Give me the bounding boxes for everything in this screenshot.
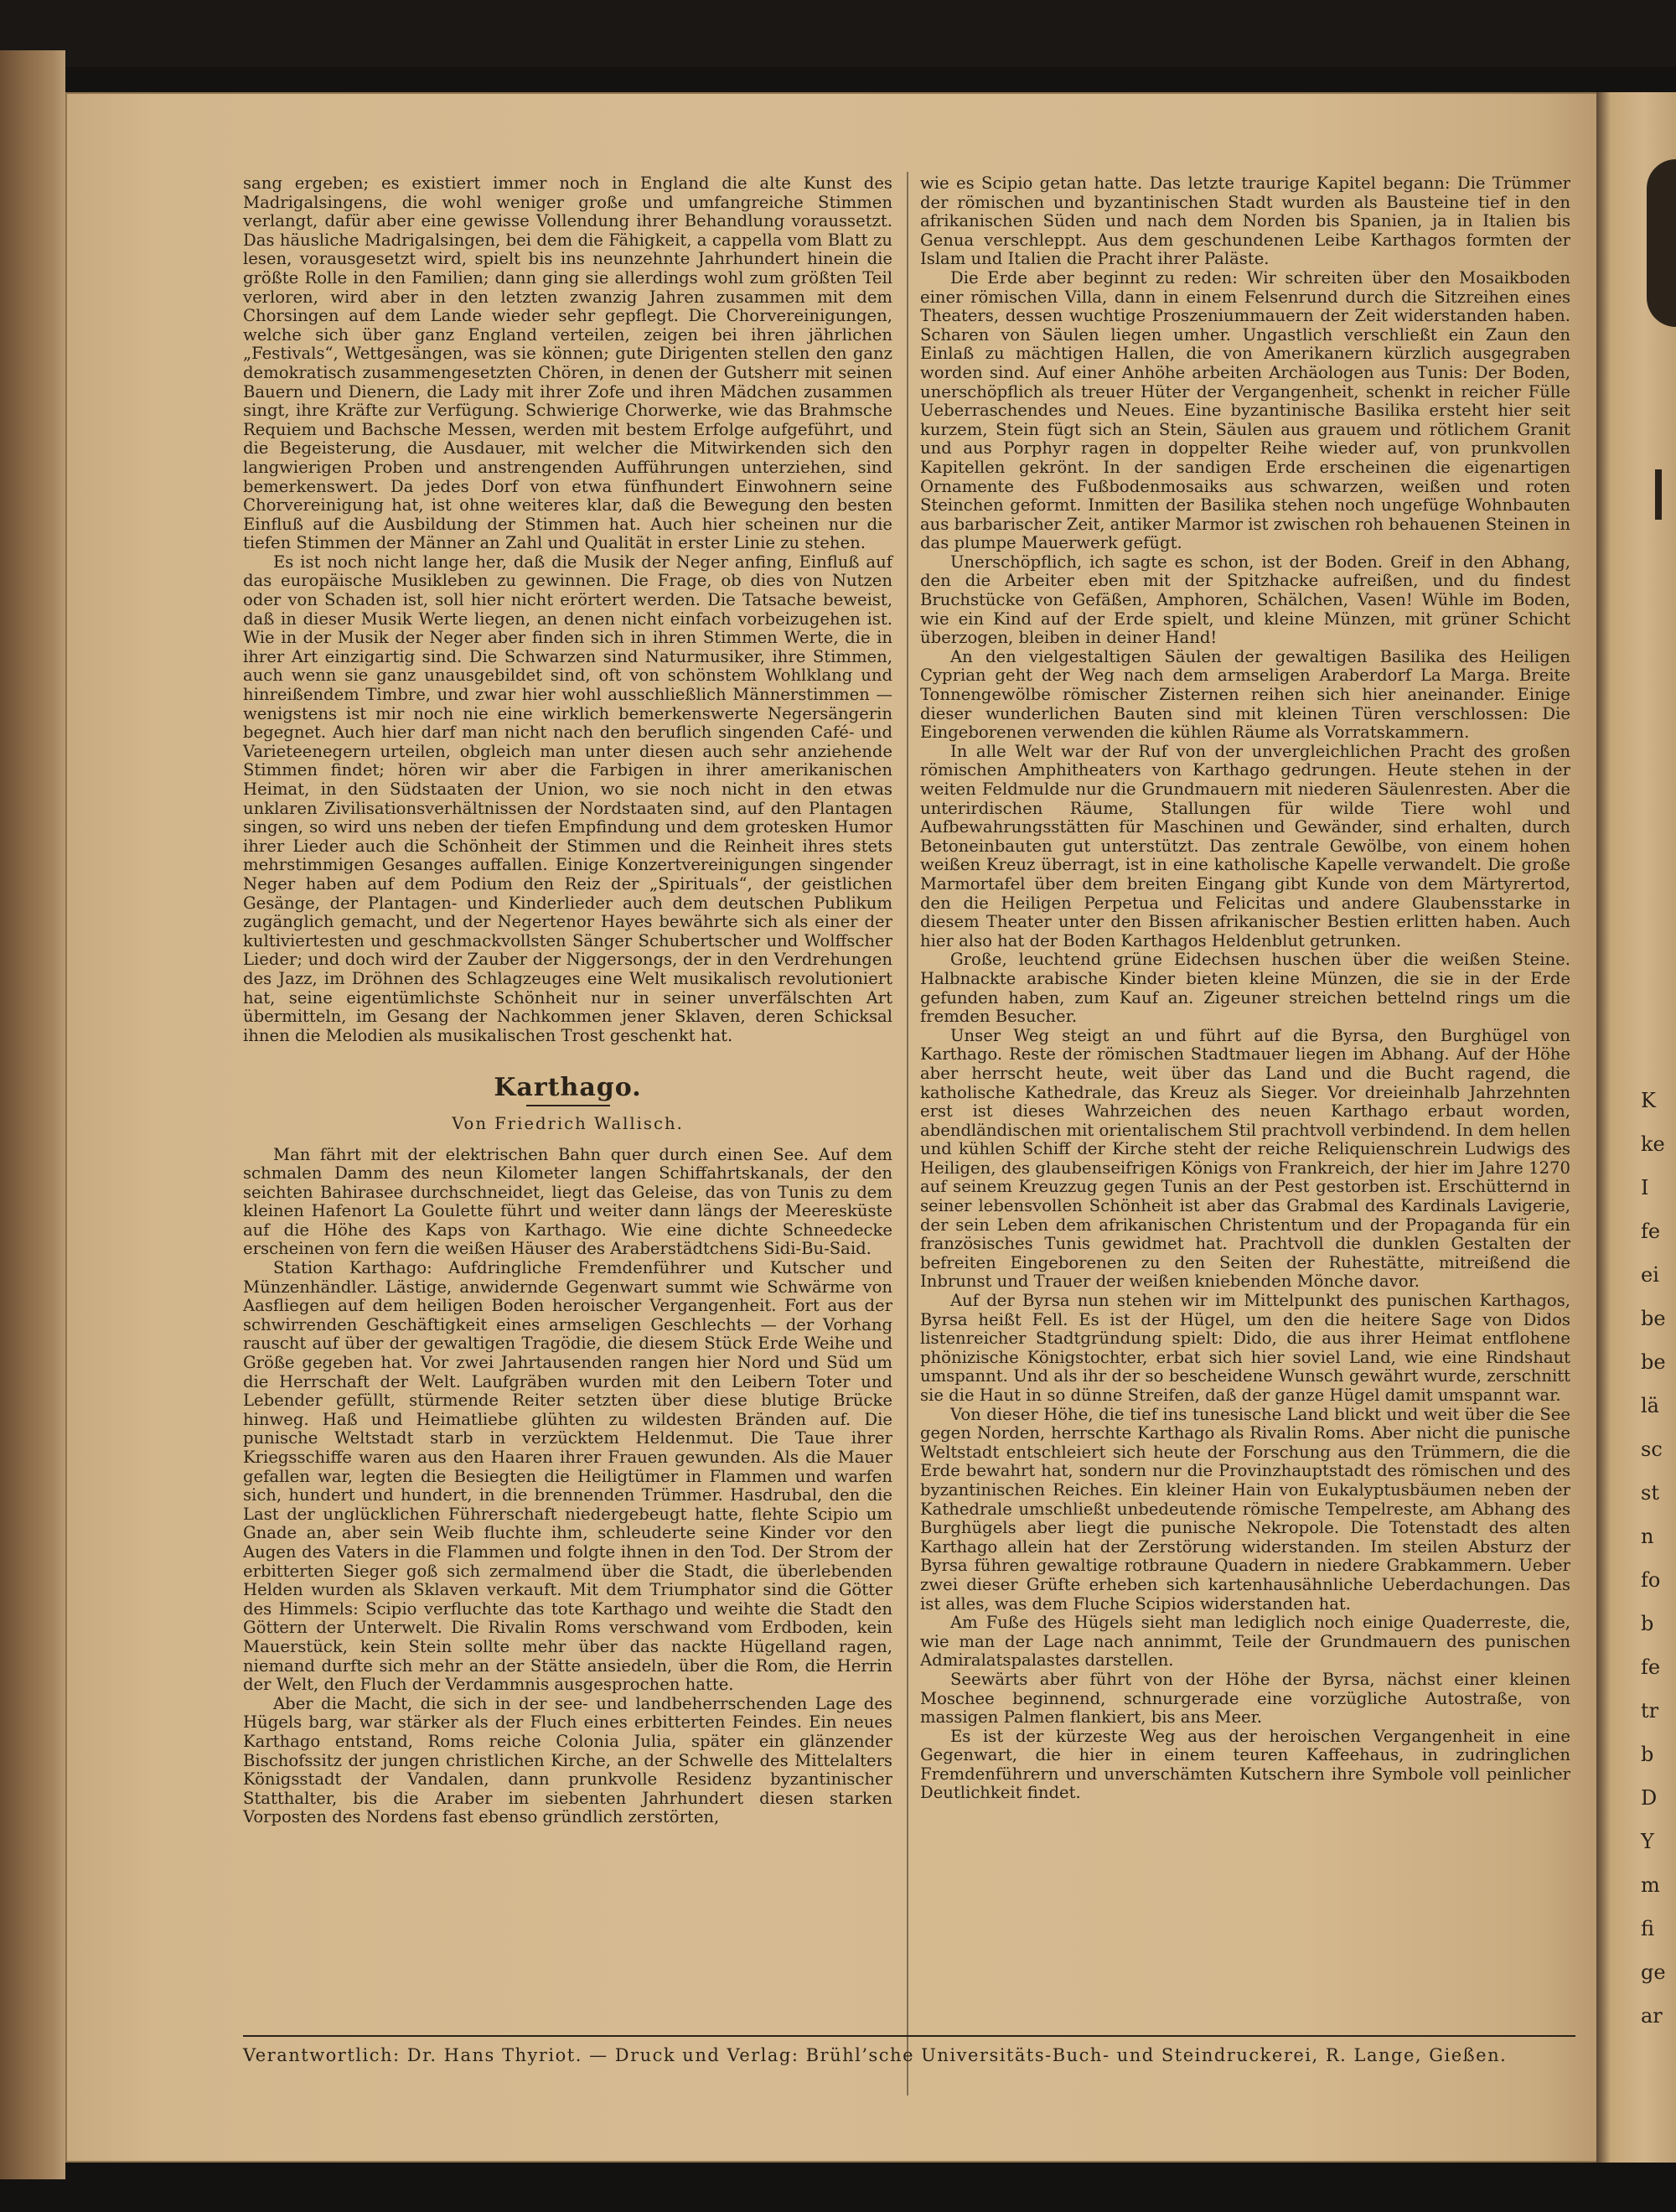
article-paragraph: wie es Scipio getan hatte. Das letzte traurige Kapitel begann: Die Trümmer der römischen und byzantinischen Stadt wurden als Bausteine tief in den afrikanischen Süden und nach dem Norden bis Spanien, ja in Italien bis Genua verschleppt. Aus dem geschundenen Leibe Karthagos formten der Islam und Italien die Pracht ihrer Paläste.	[920, 174, 1570, 269]
article-paragraph: Seewärts aber führt von der Höhe der Byrsa, nächst einer kleinen Moschee beginnend, schnurgerade eine vorzügliche Autostraße, von massigen Palmen flankiert, bis ans Meer.	[920, 1669, 1570, 1728]
adjacent-page-fragment: K	[1641, 1089, 1656, 1112]
adjacent-page-fragment: m	[1641, 1873, 1660, 1897]
adjacent-page-fragment: b	[1641, 1612, 1654, 1635]
column-divider	[907, 172, 908, 2095]
adjacent-page-fragment: fi	[1641, 1917, 1655, 1940]
article-paragraph: An den vielgestaltigen Säulen der gewaltigen Basilika des Heiligen Cyprian geht der Weg nach dem armseligen Araberdorf La Marga. Breite Tonnengewölbe römischer Zisternen reihen sich hier aneinander. Einige dieser wunderlichen Bauten sind mit kleinen Türen verschlossen: Die Eingeborenen verwenden die kühlen Räume als Vorratskammern.	[920, 646, 1570, 743]
adjacent-page-fragment: be	[1641, 1307, 1666, 1330]
adjacent-page-fragment: ge	[1641, 1961, 1666, 1984]
continuation-paragraph-2: Es ist noch nicht lange her, daß die Musik der Neger anfing, Einfluß auf das europäische Musikleben zu gewinnen. Die Frage, ob dies von Nutzen oder von Schaden ist, soll hier nicht erörtert werden. Die Tatsache beweist, daß in dieser Musik Werte liegen, an denen nicht einfach vorbeizugehen ist. Wie in der Musik der Neger aber finden sich in ihren Stimmen Werte, die in ihrer Art einzigartig sind. Die Schwarzen sind Naturmusiker, ihre Stimmen, auch wenn sie ganz unausgebildet sind, oft von schönstem Wohlklang und hinreißendem Timbre, und zwar hier wohl ausschließlich Männerstimmen — wenigstens ist mir noch nie eine wirklich bemerkenswerte Negersängerin begegnet. Auch hier darf man nicht nach den beruflich singenden Café- und Varieteenegern urteilen, obgleich man unter diesen auch sehr anziehende Stimmen findet; hören wir aber die Farbigen in ihrer amerikanischen Heimat, in den Südstaaten der Union, wo sie noch nicht in den etwas unklaren Zivilisationsverhältnissen der Nordstaaten sind, auf den Plantagen singen, so wird uns neben der tiefen Empfindung und dem grotesken Humor ihrer Lieder auch die Schönheit der Stimmen und die Reinheit ihres stets mehrstimmigen Gesanges auffallen. Einige Konzertvereinigungen singender Neger haben auf dem Podium den Reiz der „Spirituals“, der geistlichen Gesänge, der Plantagen- und Kinderlieder auch dem deutschen Publikum zugänglich gemacht, und der Negertenor Hayes bewährte sich als einer der kultiviertesten und geschmackvollsten Sänger Schubertscher und Wolffscher Lieder; und doch wird der Zauber der Niggersongs, der in den Verdrehungen des Jazz, im Dröhnen des Schlagzeuges eine Welt musikalisch revolutioniert hat, seine eigentümlichste Schönheit nur in seiner unverfälschten Art übermitteln, im Gesang der Nachkommen jener Sklaven, deren Schicksal ihnen die Melodien als musikalischen Trost geschenkt hat.	[243, 552, 892, 1045]
adjacent-page-large-letter	[1647, 159, 1676, 327]
article-paragraph: Am Fuße des Hügels sieht man lediglich noch einige Quaderreste, die, wie man der Lage nach annimmt, Teile der Grundmauern des punischen Admiralatspalastes darstellen.	[920, 1613, 1570, 1671]
article-paragraph: Von dieser Höhe, die tief ins tunesische Land blickt und weit über die See gegen Norden, herrschte Karthago als Rivalin Roms. Aber nicht die punische Weltstadt entschleiert sich heute der Forschung aus den Trümmern, die die Erde bewahrt hat, sondern nur die Provinzhauptstadt des römischen und des byzantinischen Reiches. Ein kleiner Hain von Eukalyptusbäumen neben der Kathedrale umschließt unbedeutende römische Tempelreste, am Abhang des Burghügels aber liegt die punische Nekropole. Die Totenstadt des alten Karthago allein hat der Zerstörung widerstanden. Im steilen Absturz der Byrsa führen gewaltige rotbraune Quadern in niedere Grabkammern. Ueber zwei dieser Grüfte erheben sich kartenhausähnliche Ueberdachungen. Das ist alles, was dem Fluche Scipios widerstanden hat.	[920, 1404, 1570, 1614]
adjacent-page-fragment: ar	[1641, 2004, 1663, 2028]
continuation-paragraph-1: sang ergeben; es existiert immer noch in England die alte Kunst des Madrigalsingens, die wohl weniger große und umfangreiche Stimmen verlangt, dafür aber eine gewisse Vollendung ihrer Behandlung voraussetzt. Das häusliche Madrigalsingen, bei dem die Fähigkeit, a cappella vom Blatt zu lesen, vorausgesetzt wird, spielt bis ins neunzehnte Jahrhundert hinein die größte Rolle in den Familien; dann ging sie allerdings wohl zum größten Teil verloren, wird aber in den letzten zwanzig Jahren zusammen mit dem Chorsingen auf dem Lande wieder sehr gepflegt. Die Chorvereinigungen, welche sich über ganz England verteilen, zeigen bei ihren jährlichen „Festivals“, Wettgesängen, was sie können; gute Dirigenten stellen den ganz demokratisch zusammengesetzten Chören, in denen der Gutsherr mit seinen Bauern und Dienern, die Lady mit ihrer Zofe und ihren Mädchen zusammen singt, ihre Kräfte zur Verfügung. Schwierige Chorwerke, wie das Brahmsche Requiem und Bachsche Messen, werden mit bestem Erfolge aufgeführt, und die Begeisterung, die Ausdauer, mit welcher die Mitwirkenden sich den langwierigen Proben und anstrengenden Aufführungen unterziehen, sind bemerkenswert. Da jedes Dorf von etwa fünfhundert Einwohnern seine Chorvereinigung hat, ist ohne weiteres klar, daß die Bewegung den besten Einfluß auf die Ausbildung der Stimmen hat. Auch hier scheinen nur die tiefen Stimmen der Männer an Zahl und Qualität in erster Linie zu stehen.	[243, 174, 892, 553]
adjacent-page-fragment: b	[1641, 1743, 1654, 1766]
article-paragraph: Auf der Byrsa nun stehen wir im Mittelpunkt des punischen Karthagos, Byrsa heißt Fell. Es ist der Hügel, um den die heitere Sage von Didos listenreicher Stadtgründung spielt: Dido, die aus ihrer Heimat entflohene phönizische Königstochter, erbat sich hier soviel Land, wie eine Rindshaut umspannt. Und als ihr der so bescheidene Wunsch gewährt wurde, zerschnitt sie die Haut in so dünne Streifen, daß der ganze Hügel damit umspannt war.	[920, 1291, 1570, 1405]
article-byline: Von Friedrich Wallisch.	[452, 1113, 684, 1133]
article-paragraph: Unerschöpflich, ich sagte es schon, ist der Boden. Greif in den Abhang, den die Arbeiter eben mit der Spitzhacke aufreißen, und du findest Bruchstücke von Gefäßen, Amphoren, Schälchen, Vasen! Wühle im Boden, wie ein Kind auf der Erde spielt, und kleine Münzen, mit grüner Schicht überzogen, bleiben in deiner Hand!	[920, 552, 1570, 648]
adjacent-page-fragment: ei	[1641, 1263, 1659, 1287]
adjacent-page-edge	[1596, 92, 1676, 2163]
article-paragraph: Große, leuchtend grüne Eidechsen huschen über die weißen Steine. Halbnackte arabische Kinder bieten kleine Münzen, die sie in der Erde gefunden haben, zum Kauf an. Zigeuner streichen bettelnd rings um die fremden Besucher.	[920, 950, 1570, 1027]
adjacent-page-fragment: fo	[1641, 1568, 1661, 1592]
adjacent-page-fragment: n	[1641, 1525, 1654, 1548]
scanner-background	[0, 0, 1676, 67]
article-title: Karthago.	[494, 1073, 642, 1103]
adjacent-page-fragment: tr	[1641, 1699, 1659, 1722]
book-binding-edge	[0, 50, 65, 2179]
article-paragraph: Aber die Macht, die sich in der see- und landbeherrschenden Lage des Hügels barg, war stärker als der Fluch eines erbitterten Feindes. Ein neues Karthago entstand, Roms reiche Colonia Julia, später ein glänzender Bischofssitz der jungen christlichen Kirche, an der Schwelle des Mittelalters Königsstadt der Vandalen, dann prunkvolle Residenz byzantinischer Statthalter, bis die Araber im siebenten Jahrhundert diesen starken Vorposten des Nordens fast ebenso gründlich zerstörten,	[243, 1693, 892, 1827]
right-column	[920, 174, 1570, 1803]
imprint-line: Verantwortlich: Dr. Hans Thyriot. — Druck und Verlag: Brühl’sche Universitäts-Buch- und Steindruckerei, R. Lange, Gießen.	[243, 2045, 1508, 2065]
left-column	[243, 174, 892, 1827]
adjacent-page-fragment: D	[1641, 1786, 1658, 1810]
title-rule	[526, 1105, 610, 1106]
adjacent-page-fragment: Y	[1641, 1830, 1654, 1853]
adjacent-page-fragment: st	[1641, 1481, 1659, 1505]
adjacent-page-fragment: I	[1641, 1176, 1649, 1199]
article-paragraph: Man fährt mit der elektrischen Bahn quer durch einen See. Auf dem schmalen Damm des neun Kilometer langen Schiffahrtskanals, der den seichten Bahirasee durchschneidet, liegt das Geleise, das von Tunis zu dem kleinen Hafenort La Goulette führt und weiter dann längs der Meeresküste auf die Höhe des Kaps von Karthago. Wie eine dichte Schneedecke erscheinen von fern die weißen Häuser des Araberstädtchens Sidi-Bu-Said.	[243, 1144, 892, 1259]
article-paragraph: Station Karthago: Aufdringliche Fremdenführer und Kutscher und Münzenhändler. Lästige, anwidernde Gegenwart summt wie Schwärme von Aasfliegen auf dem heiligen Boden heroischer Vergangenheit. Fort aus der schwirrenden Geschäftigkeit eines armseligen Geschlechts — der Vorhang rauscht auf über der gewaltigen Tragödie, die diesem Stück Erde Weihe und Größe gegeben hat. Vor zwei Jahrtausenden rangen hier Nord und Süd um die Herrschaft der Welt. Laufgräben wurden mit den Leibern Toter und Lebender gefüllt, stürmende Reiter setzten über diese blutige Brücke hinweg. Haß und Heimatliebe glühten zu wildesten Bränden auf. Die punische Weltstadt starb in verzücktem Heldenmut. Die Taue ihrer Kriegsschiffe waren aus den Haaren ihrer Frauen gewunden. Als die Mauer gefallen war, legten die Besiegten die Heiligtümer in Flammen und warfen sich, hundert und hundert, in die brennenden Trümmer. Hasdrubal, den die Last der unglücklichen Führerschaft niedergebeugt hatte, flehte Scipio um Gnade an, aber sein Weib fluchte ihm, schleuderte seine Kinder vor den Augen des Vaters in die Flammen und folgte ihnen in den Tod. Der Strom der erbitterten Sieger goß sich zermalmend über die Stadt, die überlebenden Helden wurden als Sklaven verkauft. Mit dem Triumphator sind die Götter des Himmels: Scipio verfluchte das tote Karthago und weihte die Stadt den Göttern der Unterwelt. Die Rivalin Roms verschwand vom Erdboden, kein Mauerstück, kein Stein sollte mehr über das nackte Hügelland ragen, niemand durfte sich mehr an der Stätte ansiedeln, über die Rom, die Herrin der Welt, den Fluch der Verdammnis ausgesprochen hatte.	[243, 1258, 892, 1695]
article-paragraph: Es ist der kürzeste Weg aus der heroischen Vergangenheit in eine Gegenwart, die hier in einem teuren Kaffeehaus, in zudringlichen Fremdenführern und unverschämten Kutschern ihre Symbole voll peinlicher Deutlichkeit findet.	[920, 1726, 1570, 1803]
adjacent-page-fragment: lä	[1641, 1394, 1659, 1417]
article-paragraph: Die Erde aber beginnt zu reden: Wir schreiten über den Mosaikboden einer römischen Villa, dann in einem Felsenrund durch die Sitzreihen eines Theaters, dessen wuchtige Proszeniummauern der Zeit widerstanden haben. Scharen von Säulen liegen umher. Ungastlich verschließt ein Zaun den Einlaß zu mächtigen Hallen, die von Amerikanern kürzlich ausgegraben worden sind. Auf einer Anhöhe arbeiten Archäologen aus Tunis: Der Boden, unerschöpflich als treuer Hüter der Vergangenheit, schenkt in reicher Fülle Ueberraschendes und Neues. Eine byzantinische Basilika ersteht hier seit kurzem, Stein fügt sich an Stein, Säulen aus grauem und rötlichem Granit und aus Porphyr ragen in doppelter Reihe wieder auf, von prunkvollen Kapitellen gekrönt. In der sandigen Erde erscheinen die eigenartigen Ornamente des Fußbodenmosaiks aus schwarzen, weißen und roten Steinchen geformt. Inmitten der Basilika stehen noch ungefüge Wohnbauten aus barbarischer Zeit, antiker Marmor ist zwischen roh behauenen Steinen in das plumpe Mauerwerk gefügt.	[920, 267, 1570, 553]
footer-rule	[243, 2035, 1575, 2037]
adjacent-page-fragment: ke	[1641, 1132, 1665, 1156]
article-paragraph: Unser Weg steigt an und führt auf die Byrsa, den Burghügel von Karthago. Reste der römischen Stadtmauer liegen im Abhang. Auf der Höhe aber herrscht heute, weit über das Land und die Bucht ragend, die katholische Kathedrale, das Kreuz als Sieger. Vor dreieinhalb Jahrzehnten erst ist dieses Wahrzeichen des neuen Karthago erbaut worden, abendländischen mit orientalischem Stil prachtvoll verbindend. In dem hellen und kühlen Schiff der Kirche steht der reiche Reliquienschrein Ludwigs des Heiligen, des glaubenseifrigen Königs von Frankreich, der hier im Jahre 1270 auf seinem Kreuzzug gegen Tunis an der Pest gestorben ist. Erschütternd in seiner lebensvollen Schönheit ist aber das Grabmal des Kardinals Lavigerie, der sein Leben dem afrikanischen Christentum und der Propaganda für ein französisches Tunis gewidmet hat. Prachtvoll die dunklen Gestalten der befreiten Eingeborenen zu den Seiten der Ruhestätte, mitreißend die Inbrunst und Trauer der weißen kniebenden Mönche davor.	[920, 1025, 1570, 1292]
article-paragraph: In alle Welt war der Ruf von der unvergleichlichen Pracht des großen römischen Amphitheaters von Karthago gedrungen. Heute stehen in der weiten Feldmulde nur die Grundmauern mit niederen Säulenresten. Aber die unterirdischen Räume, Stallungen für wilde Tiere wohl und Aufbewahrungsstätten für Maschinen und Gewänder, sind erhalten, durch Betoneinbauten gut unterstützt. Das zentrale Gewölbe, von einem hohen weißen Kreuz überragt, ist in eine katholische Kapelle verwandelt. Die große Marmortafel über dem breiten Eingang gibt Kunde von dem Märtyrertod, den die Heiligen Perpetua und Felicitas und andere Glaubensstarke in diesem Theater unter den Bissen afrikanischer Bestien erlitten haben. Auch hier also hat der Boden Karthagos Heldenblut getrunken.	[920, 741, 1570, 951]
adjacent-page-fragment: sc	[1641, 1438, 1663, 1461]
adjacent-page-fragment: fe	[1641, 1220, 1661, 1243]
adjacent-page-fragment: fe	[1641, 1655, 1661, 1679]
adjacent-page-fragment: be	[1641, 1350, 1666, 1374]
adjacent-page-letter-fragment	[1655, 469, 1676, 520]
